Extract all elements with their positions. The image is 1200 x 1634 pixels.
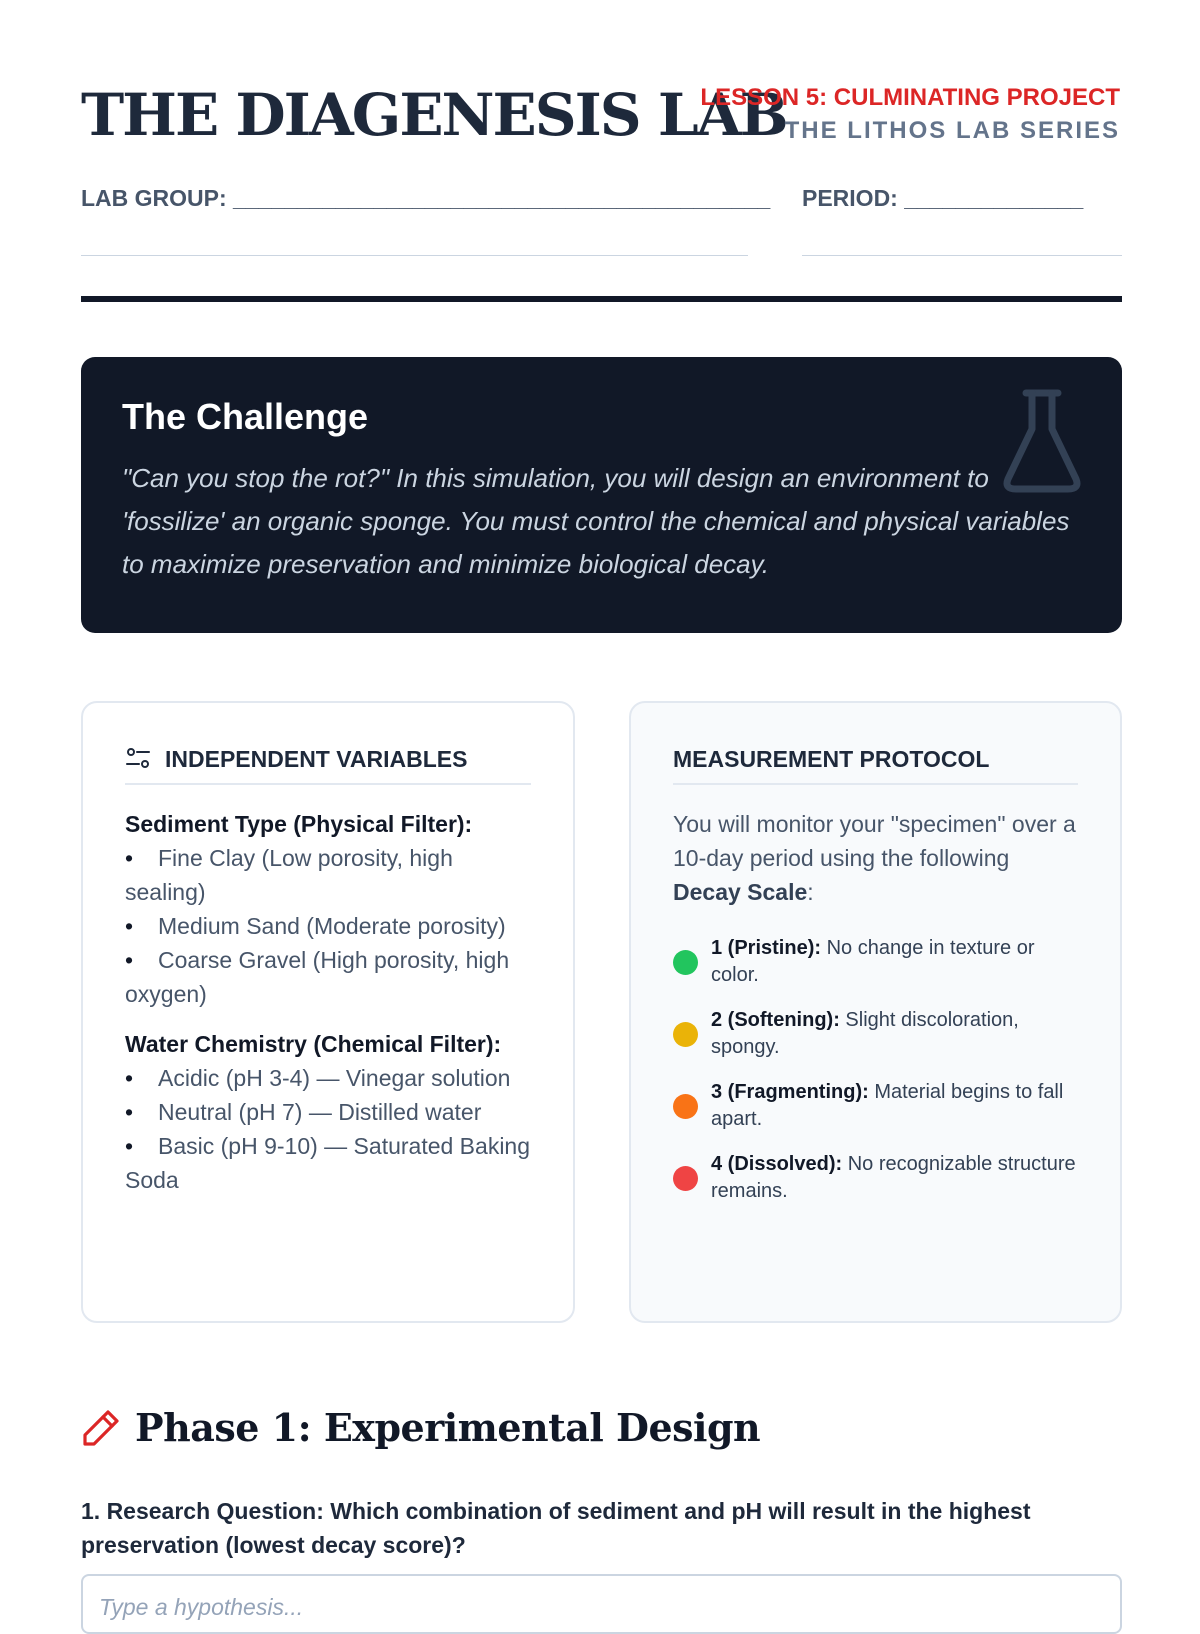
decay-scale-list [673, 935, 1078, 1205]
lab-group-field[interactable] [81, 182, 771, 256]
page-title: THE DIAGENESIS LAB [81, 81, 787, 149]
variable-list [125, 841, 531, 1011]
variable-list [125, 1061, 531, 1197]
variables-header [125, 745, 531, 785]
status-dot-red [673, 1166, 698, 1191]
status-dot-green [673, 950, 698, 975]
variable-group-heading: Water Chemistry (Chemical Filter): [125, 1031, 502, 1057]
phase-title: Phase 1: Experimental Design [135, 1405, 761, 1450]
status-dot-yellow [673, 1022, 698, 1047]
period-label: PERIOD: ______________ [802, 185, 1084, 211]
list-item: • Coarse Gravel (High porosity, high oxygen) [125, 943, 531, 1011]
list-item: • Acidic (pH 3-4) — Vinegar solution [125, 1061, 531, 1095]
decay-scale-item: 3 (Fragmenting): Material begins to fall apart. [673, 1079, 1078, 1133]
lab-group-label: LAB GROUP: __________________________________________ [81, 185, 771, 211]
list-item: • Fine Clay (Low porosity, high sealing) [125, 841, 531, 909]
list-item: • Neutral (pH 7) — Distilled water [125, 1095, 531, 1129]
decay-scale-item: 1 (Pristine): No change in texture or color. [673, 935, 1078, 989]
decay-scale-item: 2 (Softening): Slight discoloration, spongy. [673, 1007, 1078, 1061]
period-field[interactable] [802, 182, 1122, 256]
series-label: THE LITHOS LAB SERIES [784, 117, 1120, 144]
sliders-icon [125, 746, 151, 772]
lesson-label: LESSON 5: CULMINATING PROJECT [700, 84, 1120, 111]
challenge-text: "Can you stop the rot?" In this simulation, you will design an environment to 'fossilize' an organic sponge. You must control the chemical and physical variables to maximize preservation and minimize biological decay. [122, 463, 1070, 579]
research-question: 1. Research Question: Which combination of sediment and pH will result in the highest preservation (lowest decay score)? [81, 1498, 1031, 1558]
decay-scale-item: 4 (Dissolved): No recognizable structure remains. [673, 1151, 1078, 1205]
list-item: • Basic (pH 9-10) — Saturated Baking Soda [125, 1129, 531, 1197]
status-dot-orange [673, 1094, 698, 1119]
protocol-title: MEASUREMENT PROTOCOL [673, 746, 990, 772]
challenge-title: The Challenge [122, 396, 369, 437]
variable-group-sediment [125, 807, 531, 1011]
list-item: • Medium Sand (Moderate porosity) [125, 909, 531, 943]
variable-group-water [125, 1027, 531, 1197]
phase-1-heading [81, 1405, 760, 1450]
pencil-icon [81, 1408, 121, 1448]
variable-group-heading: Sediment Type (Physical Filter): [125, 811, 473, 837]
protocol-intro: You will monitor your "specimen" over a 10-day period using the following Decay Scale: [673, 811, 1076, 905]
independent-variables-card [81, 701, 575, 1323]
challenge-panel [81, 357, 1122, 633]
header-divider [81, 296, 1122, 302]
answer-textarea[interactable]: Type a hypothesis... [81, 1574, 1122, 1634]
measurement-protocol-card [629, 701, 1122, 1323]
protocol-header [673, 745, 1078, 785]
variables-title: INDEPENDENT VARIABLES [165, 746, 468, 772]
